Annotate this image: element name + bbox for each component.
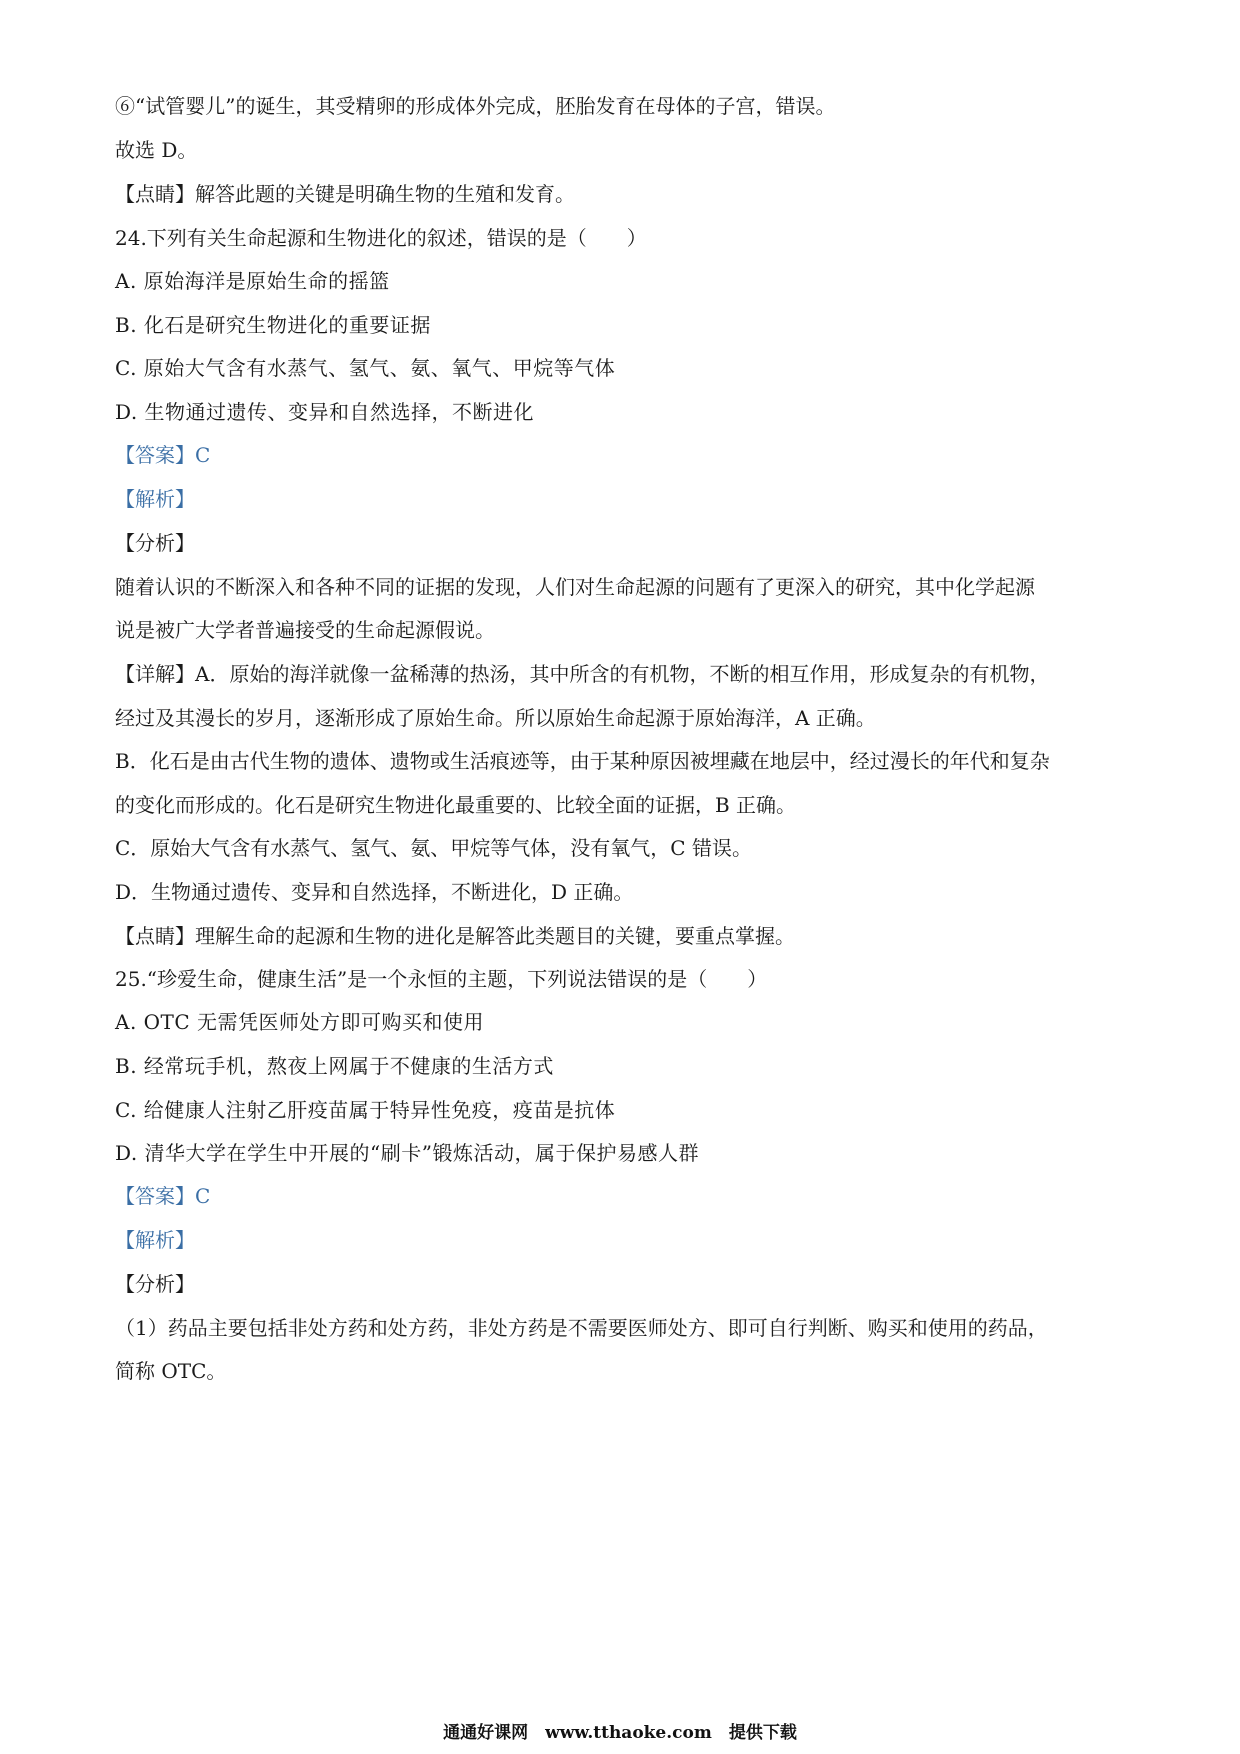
q25-analysis-heading: 【分析】 xyxy=(115,1272,195,1296)
q25-option-d: D. 清华大学在学生中开展的“刷卡”锻炼活动，属于保护易感人群 xyxy=(115,1141,699,1165)
q24-option-c: C. 原始大气含有水蒸气、氢气、氨、氧气、甲烷等气体 xyxy=(115,356,616,380)
question-24: 24.下列有关生命起源和生物进化的叙述，错误的是（ ） xyxy=(115,226,647,250)
question-25: 25.“珍爱生命，健康生活”是一个永恒的主题，下列说法错误的是（ ） xyxy=(115,967,768,991)
text-line: 的变化而形成的。化石是研究生物进化最重要的、比较全面的证据，B 正确。 xyxy=(115,793,797,817)
page-footer: 通通好课网 www.tthaoke.com 提供下载 xyxy=(443,1723,797,1743)
text-line: 随着认识的不断深入和各种不同的证据的发现，人们对生命起源的问题有了更深入的研究，其中化学起源 xyxy=(115,575,1035,599)
q24-option-b: B. 化石是研究生物进化的重要证据 xyxy=(115,313,431,337)
text-line: D．生物通过遗传、变异和自然选择，不断进化，D 正确。 xyxy=(115,880,634,904)
q24-detail: 【详解】A．原始的海洋就像一盆稀薄的热汤，其中所含的有机物，不断的相互作用，形成复杂的有机物， xyxy=(115,662,1050,686)
q24-answer: 【答案】C xyxy=(115,443,211,467)
q24-explanation-heading: 【解析】 xyxy=(115,487,195,511)
q24-option-a: A. 原始海洋是原始生命的摇篮 xyxy=(115,269,390,293)
tip-line: 【点睛】解答此题的关键是明确生物的生殖和发育。 xyxy=(115,182,575,206)
q25-explanation-heading: 【解析】 xyxy=(115,1228,195,1252)
tip-line: 【点睛】理解生命的起源和生物的进化是解答此类题目的关键，要重点掌握。 xyxy=(115,924,795,948)
text-line: 故选 D。 xyxy=(115,138,198,162)
text-line: （1）药品主要包括非处方药和处方药，非处方药是不需要医师处方、即可自行判断、购买和使用的药品， xyxy=(115,1316,1048,1340)
q25-option-b: B. 经常玩手机，熬夜上网属于不健康的生活方式 xyxy=(115,1054,554,1078)
q25-option-c: C. 给健康人注射乙肝疫苗属于特异性免疫，疫苗是抗体 xyxy=(115,1098,616,1122)
text-line: ⑥“试管婴儿”的诞生，其受精卵的形成体外完成，胚胎发育在母体的子宫，错误。 xyxy=(115,94,836,118)
q25-answer: 【答案】C xyxy=(115,1184,211,1208)
text-line: 简称 OTC。 xyxy=(115,1359,227,1383)
text-line: B．化石是由古代生物的遗体、遗物或生活痕迹等，由于某种原因被埋藏在地层中，经过漫长的年代和复杂 xyxy=(115,749,1050,773)
q25-option-a: A. OTC 无需凭医师处方即可购买和使用 xyxy=(115,1010,485,1034)
text-line: 经过及其漫长的岁月，逐渐形成了原始生命。所以原始生命起源于原始海洋，A 正确。 xyxy=(115,706,876,730)
text-line: C．原始大气含有水蒸气、氢气、氨、甲烷等气体，没有氧气，C 错误。 xyxy=(115,836,752,860)
q24-analysis-heading: 【分析】 xyxy=(115,531,195,555)
q24-option-d: D. 生物通过遗传、变异和自然选择，不断进化 xyxy=(115,400,535,424)
text-line: 说是被广大学者普遍接受的生命起源假说。 xyxy=(115,618,495,642)
